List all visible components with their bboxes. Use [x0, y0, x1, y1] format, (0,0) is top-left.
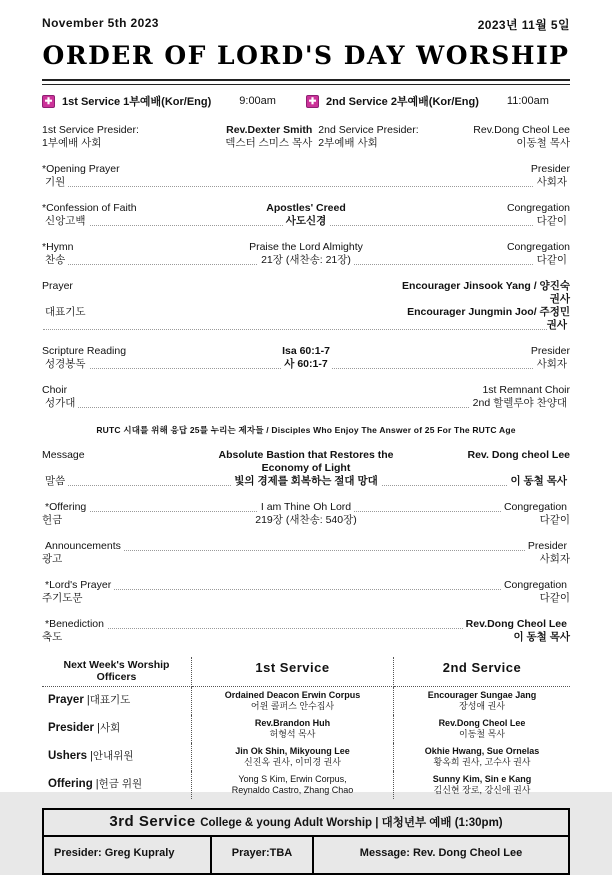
item-en: Message: [42, 449, 85, 461]
divider: |: [95, 778, 99, 790]
third-service-box: [42, 808, 570, 875]
cross-icon: ✚: [306, 95, 319, 108]
item-right-en: Congregation: [501, 501, 570, 513]
table-cell: Jin Ok Shin, Mikyoung Lee 신진옥 권사, 이미경 권사: [192, 743, 394, 771]
page-title: ORDER OF LORD'S DAY WORSHIP: [42, 41, 570, 70]
role-ushers: Ushers |안내위원: [42, 743, 192, 771]
order-row-message: [42, 449, 570, 488]
item-right-kr: 다같이: [539, 514, 570, 526]
item-kr: 헌금: [42, 514, 63, 526]
third-service-subtitle: College & young Adult Worship | 대청년부 예배 (1:30pm): [200, 817, 503, 829]
third-service-presider: Presider: Greg Kupraly: [44, 837, 212, 873]
item-center-kr: 사도신경: [283, 215, 330, 227]
table-cell: Rev.Brandon Huh 허형석 목사: [192, 715, 394, 743]
item-kr: 신앙고백: [42, 215, 89, 227]
item-right-kr: 사회자: [534, 176, 570, 188]
item-kr: 성가대: [42, 397, 78, 409]
table-cell: Rev.Dong Cheol Lee 이동철 목사: [438, 718, 526, 739]
item-en: Announcements: [42, 540, 124, 552]
preacher-kr: 이 동철 목사: [507, 475, 570, 487]
item-right-en: Congregation: [506, 202, 570, 214]
item-kr: 대표기도: [42, 306, 89, 318]
second-service-hour: 11:00am: [506, 95, 549, 107]
third-service-header: [44, 810, 568, 837]
item-kr: 찬송: [42, 254, 68, 266]
item-center-en: I am Thine Oh Lord: [258, 501, 354, 513]
item-center-kr: 사 60:1-7: [281, 358, 330, 370]
benediction-name-kr: 이 동철 목사: [513, 631, 570, 643]
item-en: Choir: [42, 384, 68, 396]
order-row-opening-prayer: [42, 163, 570, 189]
item-en: *Confession of Faith: [42, 202, 137, 214]
third-service-title: 3rd Service: [109, 813, 196, 830]
first-presider-name: Rev.Dexter Smith 덱스터 스미스 목사: [225, 124, 313, 149]
second-service-label: 2nd Service 2부예배(Kor/Eng): [326, 96, 479, 108]
item-right-kr: 다같이: [534, 254, 570, 266]
first-service-hour: 9:00am: [239, 95, 276, 107]
item-right-en: Congregation: [506, 241, 570, 253]
item-en: *Offering: [42, 501, 89, 513]
role-prayer: Prayer |대표기도: [42, 687, 192, 715]
divider: |: [86, 694, 90, 706]
item-en: *Lord's Prayer: [42, 579, 114, 591]
order-row-choir: [42, 384, 570, 410]
item-right-kr: 다같이: [539, 592, 570, 604]
presiders-row: [42, 124, 570, 150]
role-offering: Offering |헌금 위원: [42, 771, 192, 799]
item-kr: 광고: [42, 553, 63, 565]
second-presider-label: 2nd Service Presider: 2부예배 사회: [318, 124, 419, 149]
order-row-lords-prayer: [42, 579, 570, 605]
item-right-kr: 사회자: [539, 553, 570, 565]
preacher-en: Rev. Dong cheol Lee: [467, 449, 570, 461]
item-right-en: Congregation: [501, 579, 570, 591]
next-week-header: Next Week's Worship Officers: [42, 657, 192, 687]
order-row-announcements: [42, 540, 570, 566]
item-kr: 축도: [42, 631, 63, 643]
item-en: Scripture Reading: [42, 345, 127, 357]
item-center-en: Praise the Lord Almighty: [249, 241, 363, 253]
divider: |: [90, 750, 93, 762]
service-times-row: [42, 93, 570, 109]
next-week-col-2nd-service: 2nd Service: [394, 657, 570, 687]
third-service-prayer: Prayer:TBA: [212, 837, 314, 873]
table-cell: Okhie Hwang, Sue Ornelas 황옥희 권사, 고수사 권사: [424, 746, 540, 767]
cross-icon: ✚: [42, 95, 55, 108]
item-kr: 말씀: [42, 475, 68, 487]
sermon-title-en: Absolute Bastion that Restores the Economy of Light: [218, 449, 394, 474]
first-presider-label: 1st Service Presider: 1부예배 사회: [42, 124, 139, 149]
item-center-kr: 219장 (새찬송: 540장): [255, 514, 357, 526]
divider: |: [97, 722, 100, 734]
order-row-prayer: [42, 280, 570, 332]
date-row: [42, 16, 570, 33]
table-cell: Encourager Sungae Jang 장성애 권사: [427, 690, 537, 711]
order-row-hymn: [42, 241, 570, 267]
next-week-col-1st-service: 1st Service: [192, 657, 394, 687]
rutc-theme-banner: RUTC 시대를 위해 응답 25를 누리는 제자들 / Disciples Who Enjoy The Answer of 25 For The RUTC Age: [96, 425, 516, 435]
date-korean: 2023년 11월 5일: [477, 18, 570, 32]
double-rule: [42, 79, 570, 85]
item-kr: 주기도문: [42, 592, 83, 604]
order-row-scripture: [42, 345, 570, 371]
next-week-table: [42, 657, 570, 799]
table-cell: Ordained Deacon Erwin Corpus 어윈 콜퍼스 안수집사: [192, 687, 394, 715]
second-presider-name: Rev.Dong Cheol Lee 이동철 목사: [473, 124, 570, 149]
item-center-kr: 21장 (새찬송: 21장): [258, 254, 354, 266]
item-en: Prayer: [42, 280, 73, 292]
item-right-kr: 다같이: [534, 215, 570, 227]
item-center-en: Isa 60:1-7: [282, 345, 330, 357]
table-cell: Yong S Kim, Erwin Corpus, Reynaldo Castro, Zhang Chao: [192, 771, 394, 799]
role-presider: Presider |사회: [42, 715, 192, 743]
prayer-name-1: Encourager Jinsook Yang / 양진숙 권사: [402, 280, 570, 305]
third-service-message: Message: Rev. Dong Cheol Lee: [359, 847, 523, 859]
item-right-en: Presider: [525, 540, 570, 552]
order-row-benediction: [42, 618, 570, 644]
order-row-confession: [42, 202, 570, 228]
item-en: *Benediction: [42, 618, 107, 630]
order-row-offering: [42, 501, 570, 527]
item-right-kr: 사회자: [534, 358, 570, 370]
choir-line-1: 1st Remnant Choir: [482, 384, 570, 396]
item-right-en: Presider: [530, 345, 570, 357]
item-center-en: Apostles' Creed: [266, 202, 346, 214]
item-en: *Opening Prayer: [42, 163, 120, 175]
choir-line-2: 2nd 할렐루야 찬양대: [470, 397, 570, 409]
item-kr: 기원: [42, 176, 68, 188]
benediction-name-en: Rev.Dong Cheol Lee: [463, 618, 570, 630]
item-kr: 성경봉독: [42, 358, 89, 370]
second-service-time: [306, 93, 570, 109]
sermon-title-kr: 빛의 경제를 회복하는 절대 망대: [231, 475, 381, 487]
first-service-label: 1st Service 1부예배(Kor/Eng): [62, 96, 212, 108]
prayer-name-2: Encourager Jungmin Joo/ 주정민 권사: [404, 306, 570, 331]
item-en: *Hymn: [42, 241, 74, 253]
first-service-time: [42, 93, 306, 109]
date-english: November 5th 2023: [42, 16, 159, 30]
table-cell: Sunny Kim, Sin e Kang 김신현 장로, 강신애 권사: [432, 774, 532, 795]
item-right-en: Presider: [530, 163, 570, 175]
